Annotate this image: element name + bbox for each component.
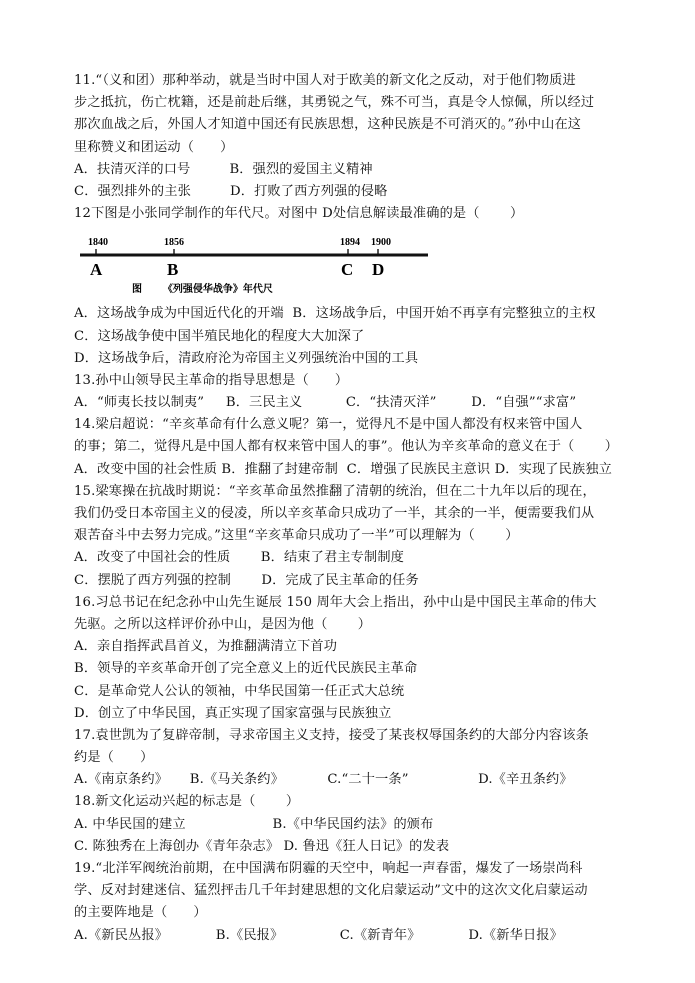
point-label-a: A [90,260,103,280]
point-label-b: B [167,260,179,280]
question-stem-line: 11.“（义和团）那种举动，就是当时中国人对于欧美的新文化之反动，对于他们物质进 [74,73,576,88]
point-label-c: C [341,260,354,280]
timeline-figure [74,229,634,301]
answer-options-line: A．“师夷长技以制夷” B．三民主义 C．“扶清灭洋” D．“自强”“求富” [74,395,577,411]
question-17 [74,725,634,792]
question-stem-line: 17.袁世凯为了复辟帝制，寻求帝国主义支持，接受了某丧权辱国条约的大部分内容该条 [74,727,589,743]
answer-options-line: D．这场战争后，清政府沦为帝国主义列强统治中国的工具 [74,350,419,366]
question-stem-line: 艰苦奋斗中去努力完成。”这里“辛亥革命只成功了一半”可以理解为（ ） [74,528,519,544]
question-stem-line: 的主要阵地是（ ） [74,905,207,921]
exam-page [74,70,634,947]
answer-options-line: C．这场战争使中国半殖民地化的程度大大加深了 [74,328,365,344]
year-label-b: 1856 [164,237,184,249]
answer-options-line: A．亲自指挥武昌首义，为推翻满清立下首功 [74,639,338,655]
question-18 [74,791,634,858]
question-stem-line: 19.“北洋军阀统治前期，在中国满布阴霾的天空中，响起一声春雷，爆发了一场崇尚科 [74,861,583,876]
answer-options-line: A. 中华民国的建立 B.《中华民国约法》的颁布 [74,816,434,832]
answer-options-line: C．强烈排外的主张 D．打败了西方列强的侵略 [74,183,388,199]
answer-options-line: A.《南京条约》 B.《马关条约》 C.“二十一条” D.《辛丑条约》 [74,772,573,788]
timeline-caption: 图 《列强侵华战争》年代尺 [132,284,273,296]
question-stem-line: 12下图是小张同学制作的年代尺。对图中 D处信息解读最准确的是（ ） [74,206,524,222]
question-13 [74,370,634,414]
point-label-d: D [372,260,385,280]
answer-options-line: B．领导的辛亥革命开创了完全意义上的近代民族民主革命 [74,661,418,677]
answer-options-line: A．扶清灭洋的口号 B．强烈的爱国主义精神 [74,161,373,177]
answer-options-line: C．摆脱了西方列强的控制 D．完成了民主革命的任务 [74,572,419,588]
question-stem-line: 的事；第二，觉得凡是中国人都有权来管中国人的事”。他认为辛亥革命的意义在于（ ） [74,439,619,455]
year-label-a: 1840 [88,237,108,249]
question-stem-line: 学、反对封建迷信、猛烈抨击几千年封建思想的文化启蒙运动”文中的这次文化启蒙运动 [74,883,588,899]
question-12 [74,203,634,370]
answer-options-line: C．是革命党人公认的领袖，中华民国第一任正式大总统 [74,683,405,699]
answer-options-line: D．创立了中华民国，真正实现了国家富强与民族独立 [74,705,392,721]
question-stem-line: 18.新文化运动兴起的标志是（ ） [74,794,300,810]
answer-options-line: A．这场战争成为中国近代化的开端 B．这场战争后，中国开始不再享有完整独立的主权 [74,306,596,322]
timeline-chart [76,229,436,301]
answer-options-line: A．改变中国的社会性质 B．推翻了封建帝制 C．增强了民族民主意识 D．实现了民族独立 [74,461,612,477]
question-stem-line: 13.孙中山领导民主革命的指导思想是（ ） [74,372,349,388]
question-stem-line: 先驱。之所以这样评价孙中山，是因为他（ ） [74,616,372,632]
question-stem-line: 14.梁启超说：“辛亥革命有什么意义呢？第一，觉得凡不是中国人都没有权来管中国人 [74,417,583,433]
question-stem-line: 那次血战之后，外国人才知道中国还有民族思想，这种民族是不可消灭的。”孙中山在这 [74,117,582,133]
answer-options-line: A．改变了中国社会的性质 B．结束了君主专制制度 [74,550,404,566]
year-label-d: 1900 [371,237,391,249]
question-stem-line: 15.梁寒操在抗战时期说：“辛亥革命虽然推翻了清朝的统治，但在二十九年以后的现在， [74,483,596,499]
year-label-c: 1894 [340,237,360,249]
answer-options-line: A.《新民丛报》 B.《民报》 C.《新青年》 D.《新华日报》 [74,927,563,943]
question-stem-line: 步之抵抗，伤亡枕籍，还是前赴后继，其勇锐之气，殊不可当，真是令人惊佩，所以经过 [74,95,595,111]
question-15 [74,481,634,592]
question-11 [74,70,634,203]
question-stem-line: 约是（ ） [74,750,154,766]
question-19 [74,858,634,947]
answer-options-line: C. 陈独秀在上海创办《青年杂志》 D. 鲁迅《狂人日记》的发表 [74,838,450,854]
question-16 [74,592,634,725]
question-stem-line: 我们仍受日本帝国主义的侵凌，所以辛亥革命只成功了一半，其余的一半，便需要我们从 [74,506,595,521]
question-14 [74,414,634,481]
question-stem-line: 16.习总书记在纪念孙中山先生诞辰 150 周年大会上指出，孙中山是中国民主革命的伟大 [74,594,597,610]
question-stem-line: 里称赞义和团运动（ ） [74,139,234,155]
